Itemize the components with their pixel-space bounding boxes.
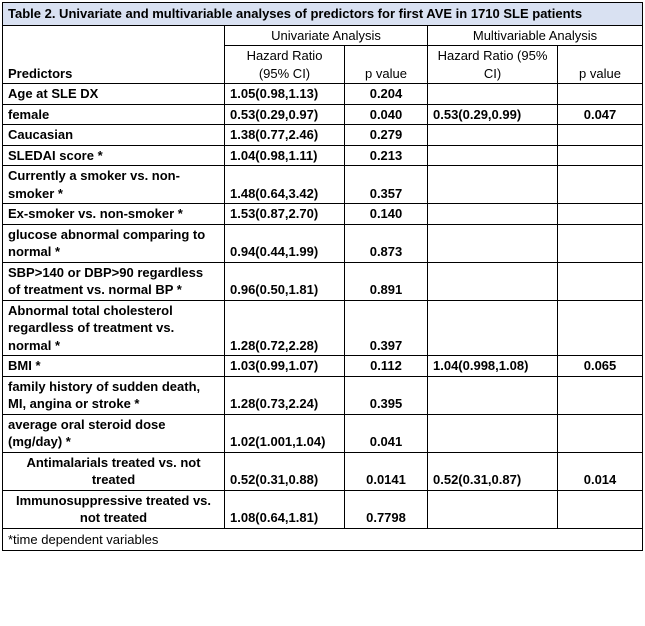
p-uni-header: p value	[345, 46, 428, 84]
hr-uni-cell: 1.48(0.64,3.42)	[225, 166, 345, 204]
p-uni-cell: 0.891	[345, 262, 428, 300]
predictor-cell: Immunosuppressive treated vs. not treated	[3, 490, 225, 528]
hr-multi-cell	[428, 84, 558, 105]
p-multi-cell	[558, 204, 643, 225]
p-multi-header: p value	[558, 46, 643, 84]
p-uni-cell: 0.140	[345, 204, 428, 225]
hr-multi-cell: 0.52(0.31,0.87)	[428, 452, 558, 490]
multivariable-header: Multivariable Analysis	[428, 26, 643, 46]
p-uni-cell: 0.7798	[345, 490, 428, 528]
predictor-cell	[3, 224, 225, 262]
results-table	[2, 2, 643, 551]
table-row	[3, 300, 643, 356]
p-uni-cell: 0.279	[345, 125, 428, 146]
hr-multi-cell	[428, 376, 558, 414]
p-multi-cell	[558, 224, 643, 262]
predictors-header: Predictors	[3, 46, 225, 84]
hr-uni-cell: 0.53(0.29,0.97)	[225, 104, 345, 125]
table-row	[3, 204, 643, 225]
hr-uni-cell: 1.53(0.87,2.70)	[225, 204, 345, 225]
table-row	[3, 452, 643, 490]
p-multi-cell	[558, 84, 643, 105]
p-multi-cell	[558, 376, 643, 414]
predictor-cell	[3, 300, 225, 356]
title-row	[3, 3, 643, 26]
predictor-cell	[3, 262, 225, 300]
hr-multi-cell	[428, 145, 558, 166]
p-multi-cell	[558, 145, 643, 166]
predictor-cell	[3, 166, 225, 204]
predictor-cell: Ex-smoker vs. non-smoker *	[3, 204, 225, 225]
hr-multi-cell	[428, 166, 558, 204]
predictor-cell	[3, 414, 225, 452]
p-multi-cell	[558, 125, 643, 146]
table-row	[3, 145, 643, 166]
hr-multi-cell	[428, 224, 558, 262]
hr-multi-cell	[428, 125, 558, 146]
table-row	[3, 356, 643, 377]
p-uni-cell: 0.213	[345, 145, 428, 166]
hr-uni-cell: 1.04(0.98,1.11)	[225, 145, 345, 166]
hr-multi-cell	[428, 204, 558, 225]
p-uni-cell: 0.041	[345, 414, 428, 452]
hr-multi-cell	[428, 262, 558, 300]
p-multi-cell	[558, 166, 643, 204]
hr-multi-cell: 0.53(0.29,0.99)	[428, 104, 558, 125]
group-header-blank	[3, 26, 225, 46]
p-multi-cell	[558, 414, 643, 452]
predictor-label: average oral steroid dose (mg/day) *	[8, 416, 166, 449]
predictor-label: glucose abnormal comparing to normal *	[8, 226, 206, 259]
hr-uni-cell: 1.38(0.77,2.46)	[225, 125, 345, 146]
hr-uni-cell: 1.02(1.001,1.04)	[225, 414, 345, 452]
hr-multi-header: Hazard Ratio (95% CI)	[428, 46, 558, 84]
hr-multi-cell	[428, 414, 558, 452]
p-multi-cell	[558, 490, 643, 528]
predictor-label: Currently a smoker vs. non-smoker *	[8, 168, 180, 201]
hr-uni-cell: 0.96(0.50,1.81)	[225, 262, 345, 300]
table-row	[3, 125, 643, 146]
table-row	[3, 224, 643, 262]
p-uni-cell: 0.395	[345, 376, 428, 414]
footnote-row	[3, 528, 643, 550]
table-row	[3, 490, 643, 528]
hr-uni-cell: 0.94(0.44,1.99)	[225, 224, 345, 262]
column-header-row	[3, 46, 643, 84]
hr-uni-cell: 1.03(0.99,1.07)	[225, 356, 345, 377]
p-uni-cell: 0.0141	[345, 452, 428, 490]
p-multi-cell	[558, 262, 643, 300]
p-uni-cell: 0.397	[345, 300, 428, 356]
predictor-cell: BMI *	[3, 356, 225, 377]
group-header-row	[3, 26, 643, 46]
p-uni-cell: 0.873	[345, 224, 428, 262]
hr-multi-cell	[428, 300, 558, 356]
p-multi-cell: 0.014	[558, 452, 643, 490]
table-row	[3, 166, 643, 204]
hr-uni-cell: 1.08(0.64,1.81)	[225, 490, 345, 528]
table-row	[3, 414, 643, 452]
hr-multi-cell: 1.04(0.998,1.08)	[428, 356, 558, 377]
table-row	[3, 104, 643, 125]
p-uni-cell: 0.204	[345, 84, 428, 105]
predictor-cell: female	[3, 104, 225, 125]
footnote: *time dependent variables	[3, 528, 643, 550]
table-title: Table 2. Univariate and multivariable analyses of predictors for first AVE in 1710 SLE patients	[3, 3, 643, 26]
predictor-cell: Caucasian	[3, 125, 225, 146]
table-row	[3, 262, 643, 300]
predictor-label: family history of sudden death, MI, angina or stroke *	[8, 378, 201, 411]
predictor-cell: Age at SLE DX	[3, 84, 225, 105]
hr-uni-cell: 0.52(0.31,0.88)	[225, 452, 345, 490]
predictor-cell: SLEDAI score *	[3, 145, 225, 166]
p-multi-cell: 0.065	[558, 356, 643, 377]
univariate-header: Univariate Analysis	[225, 26, 428, 46]
hr-uni-header: Hazard Ratio (95% CI)	[225, 46, 345, 84]
hr-uni-cell: 1.28(0.72,2.28)	[225, 300, 345, 356]
p-uni-cell: 0.040	[345, 104, 428, 125]
p-uni-cell: 0.357	[345, 166, 428, 204]
p-multi-cell	[558, 300, 643, 356]
predictor-cell	[3, 376, 225, 414]
hr-multi-cell	[428, 490, 558, 528]
predictor-cell: Antimalarials treated vs. not treated	[3, 452, 225, 490]
p-multi-cell: 0.047	[558, 104, 643, 125]
table-row	[3, 376, 643, 414]
predictor-label: Abnormal total cholesterol regardless of treatment vs. normal *	[8, 302, 175, 353]
table-row	[3, 84, 643, 105]
hr-uni-cell: 1.28(0.73,2.24)	[225, 376, 345, 414]
p-uni-cell: 0.112	[345, 356, 428, 377]
hr-uni-cell: 1.05(0.98,1.13)	[225, 84, 345, 105]
predictor-label: SBP>140 or DBP>90 regardless of treatment vs. normal BP *	[8, 264, 204, 297]
